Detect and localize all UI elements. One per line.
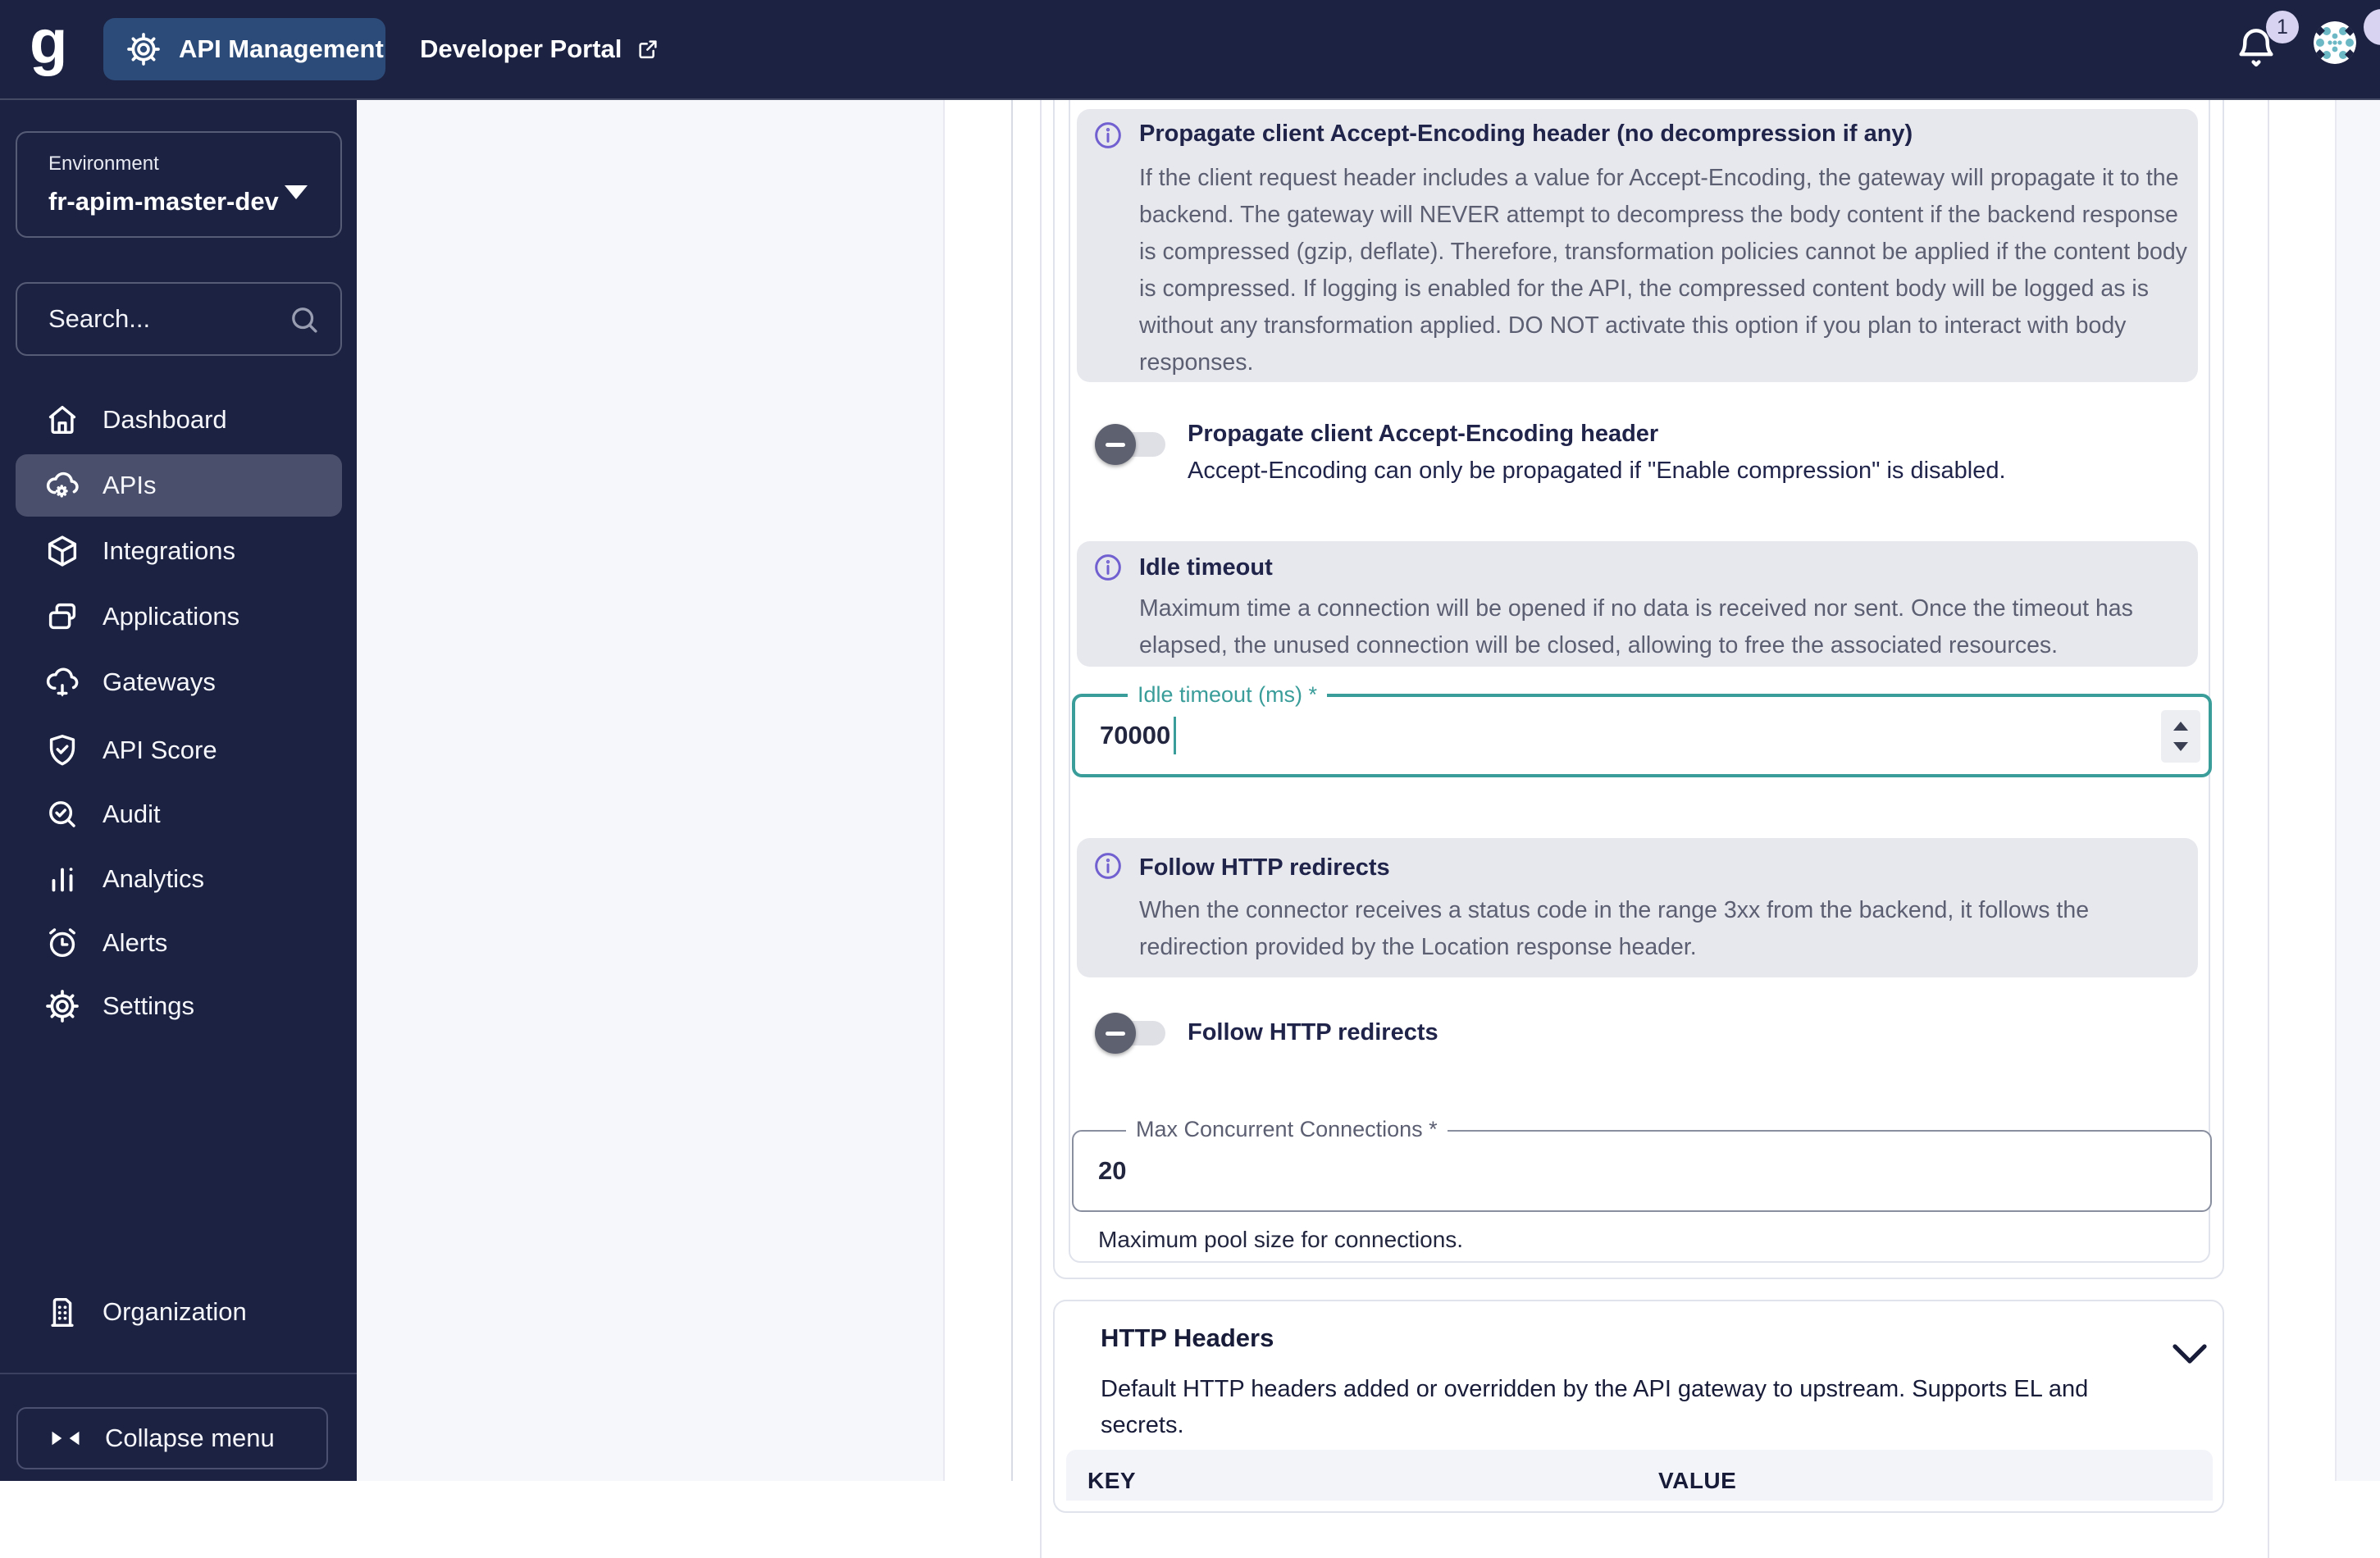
top-bar (0, 0, 2380, 100)
http-headers-description: Default HTTP headers added or overridden by the API gateway to upstream. Supports EL and secrets. (1101, 1376, 2089, 1438)
sidebar-item-gateways[interactable] (16, 651, 342, 713)
follow-redirects-toggle-label: Follow HTTP redirects (1188, 1019, 1438, 1046)
number-stepper[interactable] (2161, 710, 2200, 763)
api-management-button[interactable] (103, 18, 385, 80)
gear-icon (43, 987, 81, 1025)
secondary-panel (357, 100, 945, 1481)
sidebar-item-label: Integrations (103, 536, 235, 565)
max-connections-field-label: Max Concurrent Connections * (1126, 1117, 1448, 1142)
api-management-label: API Management (179, 34, 384, 63)
content-divider (1011, 100, 1013, 1481)
applications-icon (43, 598, 81, 636)
sidebar-item-alerts[interactable] (16, 912, 342, 974)
sidebar-item-label: Applications (103, 602, 240, 631)
idle-timeout-input[interactable] (1075, 697, 2209, 774)
text-cursor (1174, 717, 1176, 754)
external-link-icon (635, 36, 661, 62)
redirects-info-banner (1077, 838, 2198, 977)
sidebar-item-label: API Score (103, 736, 217, 764)
max-connections-helper: Maximum pool size for connections. (1098, 1227, 1464, 1252)
info-body: Maximum time a connection will be opened if no data is received nor sent. Once the timeout has elapsed, the unused connection will be closed, allowing to free the associated resources. (1139, 595, 2133, 658)
http-headers-title: HTTP Headers (1101, 1323, 1274, 1352)
environment-selector[interactable] (16, 131, 342, 238)
key-column-header: KEY (1087, 1468, 1137, 1493)
sidebar-item-dashboard[interactable] (16, 389, 342, 451)
info-title: Follow HTTP redirects (1139, 854, 1390, 881)
chevron-down-icon (285, 185, 308, 199)
alarm-clock-icon (43, 924, 81, 962)
cloud-api-icon (43, 467, 81, 504)
follow-redirects-toggle[interactable] (1097, 1021, 1167, 1046)
developer-portal-link[interactable] (420, 18, 661, 80)
max-connections-field (1072, 1117, 2212, 1212)
max-connections-input[interactable] (1074, 1132, 2210, 1210)
accept-encoding-toggle[interactable] (1097, 432, 1167, 457)
sidebar-item-label: Alerts (103, 928, 168, 957)
sidebar-item-integrations[interactable] (16, 520, 342, 582)
http-headers-card (1053, 1300, 2224, 1513)
info-title: Idle timeout (1139, 554, 1273, 581)
home-icon (43, 401, 81, 439)
collapse-menu-label: Collapse menu (105, 1424, 275, 1452)
environment-label: Environment (48, 153, 159, 175)
stepper-down-icon[interactable] (2173, 742, 2188, 751)
toggle-thumb-disabled-icon (1095, 424, 1136, 465)
accept-encoding-toggle-description: Accept-Encoding can only be propagated if "Enable compression" is disabled. (1188, 458, 2006, 484)
info-body: When the connector receives a status code in the range 3xx from the backend, it follows the redirection provided by the Location response header. (1139, 897, 2090, 960)
info-icon (1092, 551, 1124, 588)
collapse-menu-button[interactable] (16, 1407, 328, 1469)
notification-count-badge: 1 (2266, 11, 2299, 43)
sidebar-item-organization[interactable] (16, 1281, 342, 1343)
search-check-icon (43, 795, 81, 833)
user-avatar[interactable] (2314, 21, 2356, 64)
info-title: Propagate client Accept-Encoding header (no decompression if any) (1139, 121, 1913, 147)
value-column-header: VALUE (1658, 1468, 1737, 1493)
sidebar-item-label: Organization (103, 1297, 247, 1326)
right-gutter (2335, 100, 2380, 1481)
sidebar-item-label: APIs (103, 471, 157, 499)
search-icon (286, 302, 322, 342)
sidebar-item-label: Dashboard (103, 405, 227, 434)
environment-value: fr-apim-master-dev (48, 187, 279, 216)
sidebar-search (16, 282, 342, 356)
info-body: If the client request header includes a value for Accept-Encoding, the gateway will propagate it to the backend. The gateway will NEVER attempt to decompress the body content if the backend response is compressed (gzip, deflate). Therefore, transformation policies cannot be applied if the content body is compressed. If logging is enabled for the API, the compressed content body will be logged as is without any transformation applied. DO NOT activate this option if you plan to interact with body responses. (1139, 165, 2187, 376)
idle-timeout-info-banner (1077, 541, 2198, 667)
accept-encoding-info-banner (1077, 109, 2198, 382)
collapse-icon (49, 1428, 82, 1448)
sidebar-item-label: Audit (103, 800, 161, 828)
toggle-thumb-disabled-icon (1095, 1013, 1136, 1054)
bar-chart-icon (43, 860, 81, 898)
sidebar-item-analytics[interactable] (16, 848, 342, 910)
sidebar-item-apis[interactable] (16, 454, 342, 517)
organization-building-icon (43, 1293, 81, 1331)
cube-icon (43, 532, 81, 570)
info-icon (1092, 119, 1124, 156)
chevron-down-icon[interactable] (2170, 1341, 2209, 1371)
cloud-gateway-icon (43, 663, 81, 701)
shield-check-icon (43, 731, 81, 769)
sidebar-item-label: Gateways (103, 667, 216, 696)
idle-timeout-field (1072, 682, 2212, 777)
sidebar-item-api-score[interactable] (16, 719, 342, 781)
developer-portal-label: Developer Portal (420, 34, 622, 63)
sidebar-item-audit[interactable] (16, 783, 342, 845)
sidebar-item-label: Analytics (103, 864, 205, 893)
sidebar-item-label: Settings (103, 991, 195, 1020)
idle-timeout-field-label: Idle timeout (ms) * (1128, 682, 1327, 708)
gear-icon (125, 30, 162, 68)
corner-badge (2364, 9, 2380, 45)
sidebar (0, 100, 357, 1481)
stepper-up-icon[interactable] (2173, 722, 2188, 731)
sidebar-item-settings[interactable] (16, 975, 342, 1037)
headers-table-header (1066, 1450, 2213, 1501)
sidebar-item-applications[interactable] (16, 585, 342, 648)
sidebar-divider (0, 1373, 357, 1374)
accept-encoding-toggle-label: Propagate client Accept-Encoding header (1188, 421, 1659, 447)
info-icon (1092, 850, 1124, 886)
gravitee-logo[interactable]: g (30, 7, 66, 77)
